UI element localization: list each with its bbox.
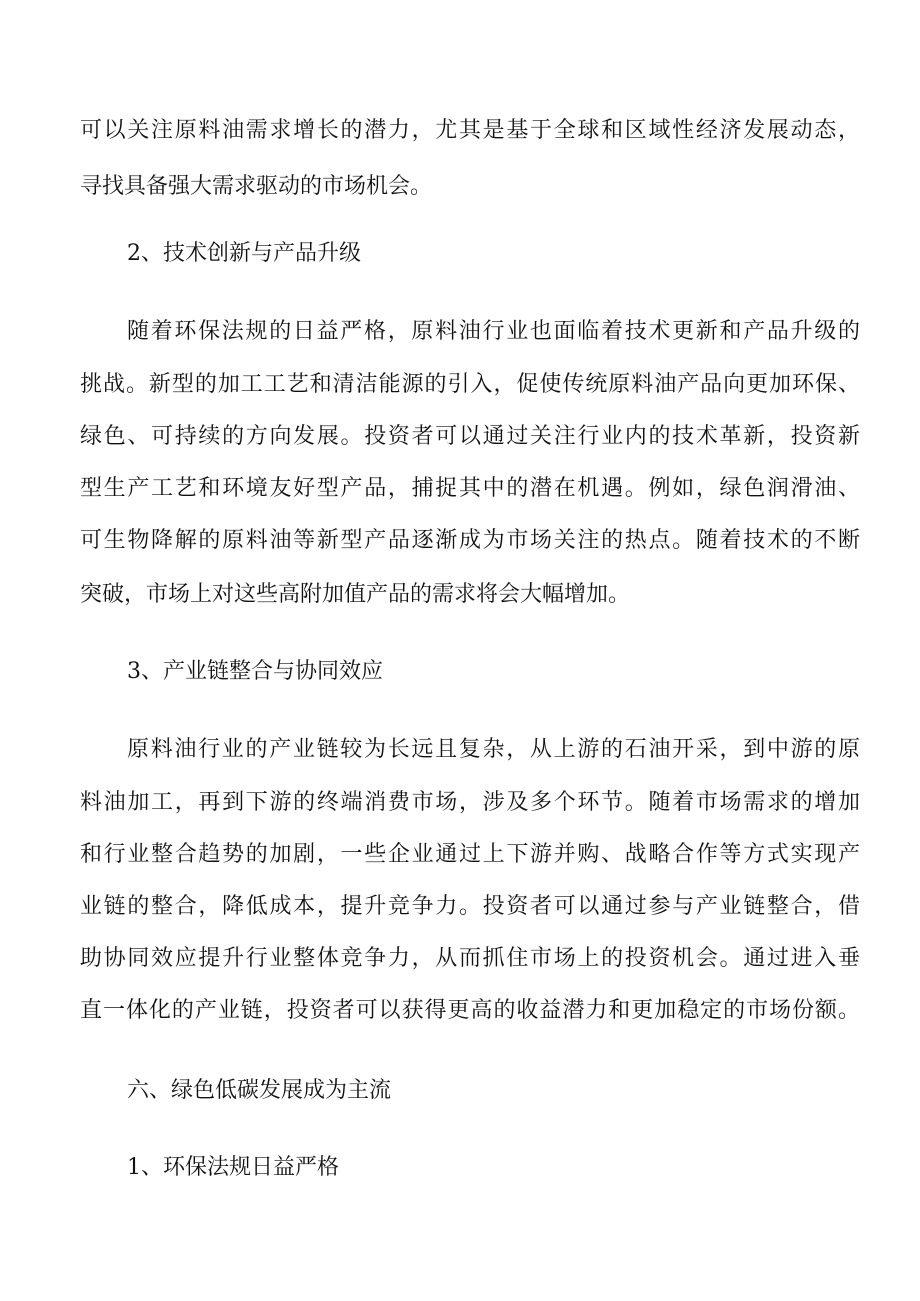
paragraph-line: 型生产工艺和环境友好型产品，捕捉其中的潜在机遇。例如，绿色润滑油、 — [80, 476, 860, 501]
paragraph-line: 业链的整合，降低成本，提升竞争力。投资者可以通过参与产业链整合，借 — [80, 894, 860, 919]
paragraph-line: 料油加工，再到下游的终端消费市场，涉及多个环节。随着市场需求的增加 — [80, 790, 860, 815]
paragraph-line: 可以关注原料油需求增长的潜力，尤其是基于全球和区域性经济发展动态， — [80, 118, 860, 143]
paragraph-line: 可生物降解的原料油等新型产品逐渐成为市场关注的热点。随着技术的不断 — [80, 528, 860, 553]
paragraph-line: 助协同效应提升行业整体竞争力，从而抓住市场上的投资机会。通过进入垂 — [80, 946, 860, 971]
section-heading: 3、产业链整合与协同效应 — [127, 659, 383, 684]
paragraph-line: 绿色、可持续的方向发展。投资者可以通过关注行业内的技术革新，投资新 — [80, 424, 860, 449]
paragraph-line: 挑战。新型的加工工艺和清洁能源的引入，促使传统原料油产品向更加环保、 — [80, 372, 860, 397]
paragraph-line: 寻找具备强大需求驱动的市场机会。 — [80, 174, 433, 199]
paragraph-line: 随着环保法规的日益严格，原料油行业也面临着技术更新和产品升级的 — [127, 319, 860, 344]
paragraph-line: 和行业整合趋势的加剧，一些企业通过上下游并购、战略合作等方式实现产 — [80, 842, 860, 867]
section-heading: 2、技术创新与产品升级 — [127, 241, 361, 266]
chapter-heading: 六、绿色低碳发展成为主流 — [127, 1078, 392, 1103]
paragraph-line: 直一体化的产业链，投资者可以获得更高的收益潜力和更加稳定的市场份额。 — [80, 998, 860, 1023]
paragraph-line: 原料油行业的产业链较为长远且复杂，从上游的石油开采，到中游的原 — [127, 737, 860, 762]
section-heading: 1、环保法规日益严格 — [127, 1155, 339, 1180]
paragraph-line: 突破，市场上对这些高附加值产品的需求将会大幅增加。 — [80, 582, 631, 607]
